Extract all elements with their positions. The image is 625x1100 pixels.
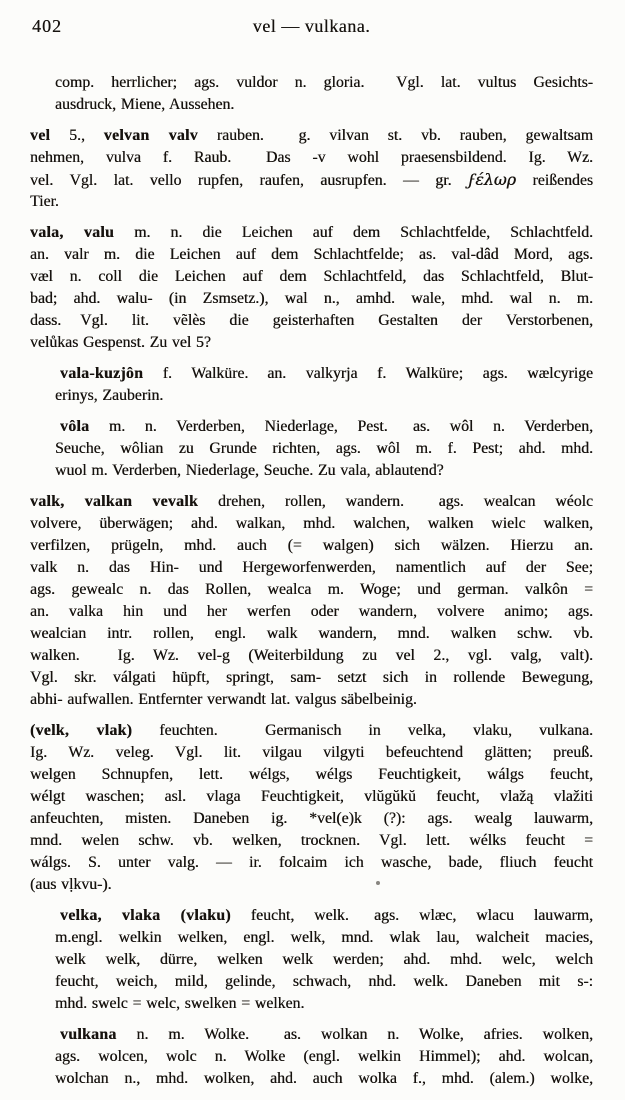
text-run: (aus vḷkvu-).	[30, 876, 112, 893]
dictionary-entry	[55, 905, 593, 1015]
definition-gap	[349, 918, 374, 920]
greek-term: ϝέλωρ	[467, 170, 516, 189]
text-run: an. valka hin und her werfen oder wandern, volvere animo; ags.	[30, 603, 593, 620]
text-line	[30, 764, 593, 786]
text-line	[30, 169, 593, 191]
text-run: vel. Vgl. lat. vello rupfen, raufen, ausrupfen. — gr.	[30, 172, 468, 189]
text-line	[30, 332, 593, 354]
running-title: vel — vulkana.	[252, 16, 371, 36]
definition-gap	[218, 733, 265, 735]
definition-gap	[231, 160, 266, 162]
text-run: Germanisch in velka, vlaku, vulkana.	[264, 722, 593, 739]
text-run: mhd. swelc = welc, swelken = welken.	[55, 995, 305, 1012]
text-line	[55, 927, 593, 949]
text-line	[55, 1068, 593, 1090]
text-line	[30, 513, 593, 535]
text-run: wolchan n., mhd. wolken, ahd. auch wolka f., mhd. (alem.) wolke,	[55, 1070, 593, 1087]
text-run: g. vilvan st. vb. rauben, gewaltsam	[298, 127, 593, 144]
text-line	[55, 438, 593, 460]
definition-gap	[264, 138, 299, 140]
text-line	[30, 667, 593, 689]
text-run: valk n. das Hin- und Hergeworfenwerden, namentlich auf der See;	[30, 559, 593, 576]
text-run: rauben.	[197, 127, 264, 144]
text-line	[30, 288, 593, 310]
text-run: wálgs. S. unter valg. — ir. folcaim ich wasche, bade, fliuch feucht	[30, 854, 593, 871]
text-line	[30, 645, 593, 667]
text-run: m. n. die Leichen auf dem Schlachtfelde, Schlachtfeld.	[114, 224, 593, 241]
text-line	[30, 852, 593, 874]
dictionary-entry	[30, 125, 593, 213]
text-run: Seuche, wôlian zu Grunde richten, ags. wôl m. f. Pest; ahd. mhd.	[55, 440, 593, 457]
text-line	[55, 971, 593, 993]
text-line	[55, 94, 593, 116]
page-header	[30, 16, 593, 40]
text-line	[30, 623, 593, 645]
text-line	[30, 579, 593, 601]
text-run: wealcian intr. rollen, engl. walk wandern, mnd. walken schw. vb.	[30, 625, 593, 642]
dictionary-entry	[55, 72, 593, 116]
text-line	[30, 742, 593, 764]
text-line	[55, 416, 593, 438]
entry-headword: (velk, vlak)	[30, 722, 133, 739]
definition-gap	[248, 376, 267, 378]
entry-headword: vulkana	[60, 1026, 117, 1043]
text-line	[55, 363, 593, 385]
text-line	[30, 601, 593, 623]
entry-headword: vala-kuzjôn	[60, 365, 144, 382]
text-run: feucht, weich, mild, gelinde, schwach, nhd. welk. Daneben mit s-:	[55, 973, 593, 990]
text-run: welgen Schnupfen, lett. wélgs, wélgs Feuchtigkeit, wálgs feucht,	[30, 766, 593, 783]
text-line	[30, 222, 593, 244]
text-run: welk welk, dürre, welken welk werden; ahd. mhd. welc, welch	[55, 951, 593, 968]
definition-gap	[388, 429, 413, 431]
text-line	[30, 557, 593, 579]
text-run: ags. wlæc, wlacu lauwarm,	[374, 907, 593, 924]
text-run: nehmen, vulva f. Raub.	[30, 149, 232, 166]
text-run: 5.,	[50, 127, 104, 144]
text-run: m.engl. welkin welken, engl. welk, mnd. wlak lau, walcheit macies,	[55, 929, 593, 946]
text-run: as. wôl n. Verderben,	[412, 418, 593, 435]
scan-speck	[376, 881, 380, 885]
text-line	[30, 720, 593, 742]
text-run: feuchten.	[132, 722, 218, 739]
text-line	[30, 808, 593, 830]
text-run: an. valkyrja f. Walküre; ags. wælcyrige	[267, 365, 593, 382]
dictionary-entry	[30, 222, 593, 354]
text-line	[55, 385, 593, 407]
text-run: wuol m. Verderben, Niederlage, Seuche. Zu vala, ablautend?	[55, 462, 444, 479]
text-line	[30, 191, 593, 213]
text-run: abhi- aufwallen. Entfernter verwandt lat. valgus säbelbeinig.	[30, 691, 417, 708]
text-line	[55, 1024, 593, 1046]
text-run: bad; ahd. walu- (in Zsmsetz.), wal n., amhd. wale, mhd. wal n. m.	[30, 290, 593, 307]
definition-gap	[61, 323, 80, 325]
text-line	[30, 244, 593, 266]
text-line	[30, 147, 593, 169]
text-line	[30, 266, 593, 288]
text-run: ags. gewealc n. das Rollen, wealca m. Woge; und german. valkôn =	[30, 581, 593, 598]
text-run: drehen, rollen, wandern.	[198, 493, 404, 510]
text-run: n. m. Wolke.	[116, 1026, 250, 1043]
text-line	[30, 874, 593, 896]
text-run: Ig. Wz. veleg. Vgl. lit. vilgau vilgyti befeuchtend glätten; preuß.	[30, 744, 593, 761]
text-line	[30, 310, 593, 332]
text-line	[55, 993, 593, 1015]
text-line	[55, 1046, 593, 1068]
text-line	[30, 830, 593, 852]
entry-headword: vôla	[60, 418, 90, 435]
dictionary-entry	[55, 416, 593, 482]
definition-gap	[80, 658, 118, 660]
text-run: walken.	[30, 647, 80, 664]
text-line	[55, 905, 593, 927]
text-run: ags. wolcen, wolc n. Wolke (engl. welkin Himmel); ahd. wolcan,	[55, 1048, 593, 1065]
text-run: væl n. coll die Leichen auf dem Schlachtfeld, das Schlachtfeld, Blut-	[30, 268, 593, 285]
text-run: reißendes	[515, 172, 593, 189]
definition-gap	[364, 85, 396, 87]
entry-headword: velka, vlaka (vlaku)	[60, 907, 231, 924]
text-run: dass.	[30, 312, 62, 329]
text-run: Das -v wohl praesensbildend. Ig. Wz.	[265, 149, 593, 166]
entry-headword: vel	[30, 127, 51, 144]
text-run: erinys, Zauberin.	[55, 387, 164, 404]
text-line	[55, 460, 593, 482]
text-run: velůkas Gespenst. Zu vel 5?	[30, 334, 211, 351]
dictionary-entry	[55, 363, 593, 407]
text-run: Vgl. skr. válgati hüpft, springt, sam- setzt sich in rollende Bewegung,	[30, 669, 593, 686]
text-run: f. Walküre.	[143, 365, 249, 382]
text-run: Vgl. lit. vẽlès die geisterhaften Gestalten der Verstorbenen,	[80, 312, 593, 329]
text-run: volvere, überwägen; ahd. walkan, mhd. walchen, walken wielc walken,	[30, 515, 593, 532]
text-run: verfilzen, prügeln, mhd. auch (= walgen) sich wälzen. Hierzu an.	[30, 537, 593, 554]
text-line	[30, 689, 593, 711]
definition-gap	[249, 1037, 284, 1039]
text-run: anfeuchten, misten. Daneben ig. *vel(e)k (?): ags. wealg lauwarm,	[30, 810, 593, 827]
text-run: ausdruck, Miene, Aussehen.	[55, 96, 235, 113]
definition-gap	[404, 504, 439, 506]
text-run: Tier.	[30, 193, 59, 210]
text-line	[30, 491, 593, 513]
text-line	[30, 786, 593, 808]
entry-headword: vala, valu	[30, 224, 115, 241]
text-run: wélgt waschen; asl. vlaga Feuchtigkeit, vlŭgŭkŭ feucht, vlažą vlažiti	[30, 788, 593, 805]
entry-headword: valk, valkan vevalk	[30, 493, 199, 510]
entry-headword: velvan valv	[103, 127, 198, 144]
text-line	[55, 949, 593, 971]
text-run: Vgl. lat. vultus Gesichts-	[395, 74, 593, 91]
text-run: comp. herrlicher; ags. vuldor n. gloria.	[55, 74, 365, 91]
text-run: as. wolkan n. Wolke, afries. wolken,	[283, 1026, 593, 1043]
text-run: an. valr m. die Leichen auf dem Schlachtfelde; as. val-dâd Mord, ags.	[30, 246, 593, 263]
dictionary-entry	[30, 491, 593, 711]
text-line	[30, 125, 593, 147]
text-line	[55, 72, 593, 94]
page-number: 402	[32, 16, 62, 36]
text-run: ags. wealcan wéolc	[438, 493, 593, 510]
dictionary-entry	[30, 720, 593, 896]
text-line	[30, 535, 593, 557]
text-run: Ig. Wz. vel-g (Weiterbildung zu vel 2., vgl. valg, valt).	[117, 647, 593, 664]
text-run: m. n. Verderben, Niederlage, Pest.	[89, 418, 388, 435]
entries	[30, 72, 593, 1090]
text-run: feucht, welk.	[230, 907, 349, 924]
text-run: mnd. welen schw. vb. welken, trocknen. Vgl. lett. wélks feucht =	[30, 832, 593, 849]
dictionary-entry	[55, 1024, 593, 1090]
